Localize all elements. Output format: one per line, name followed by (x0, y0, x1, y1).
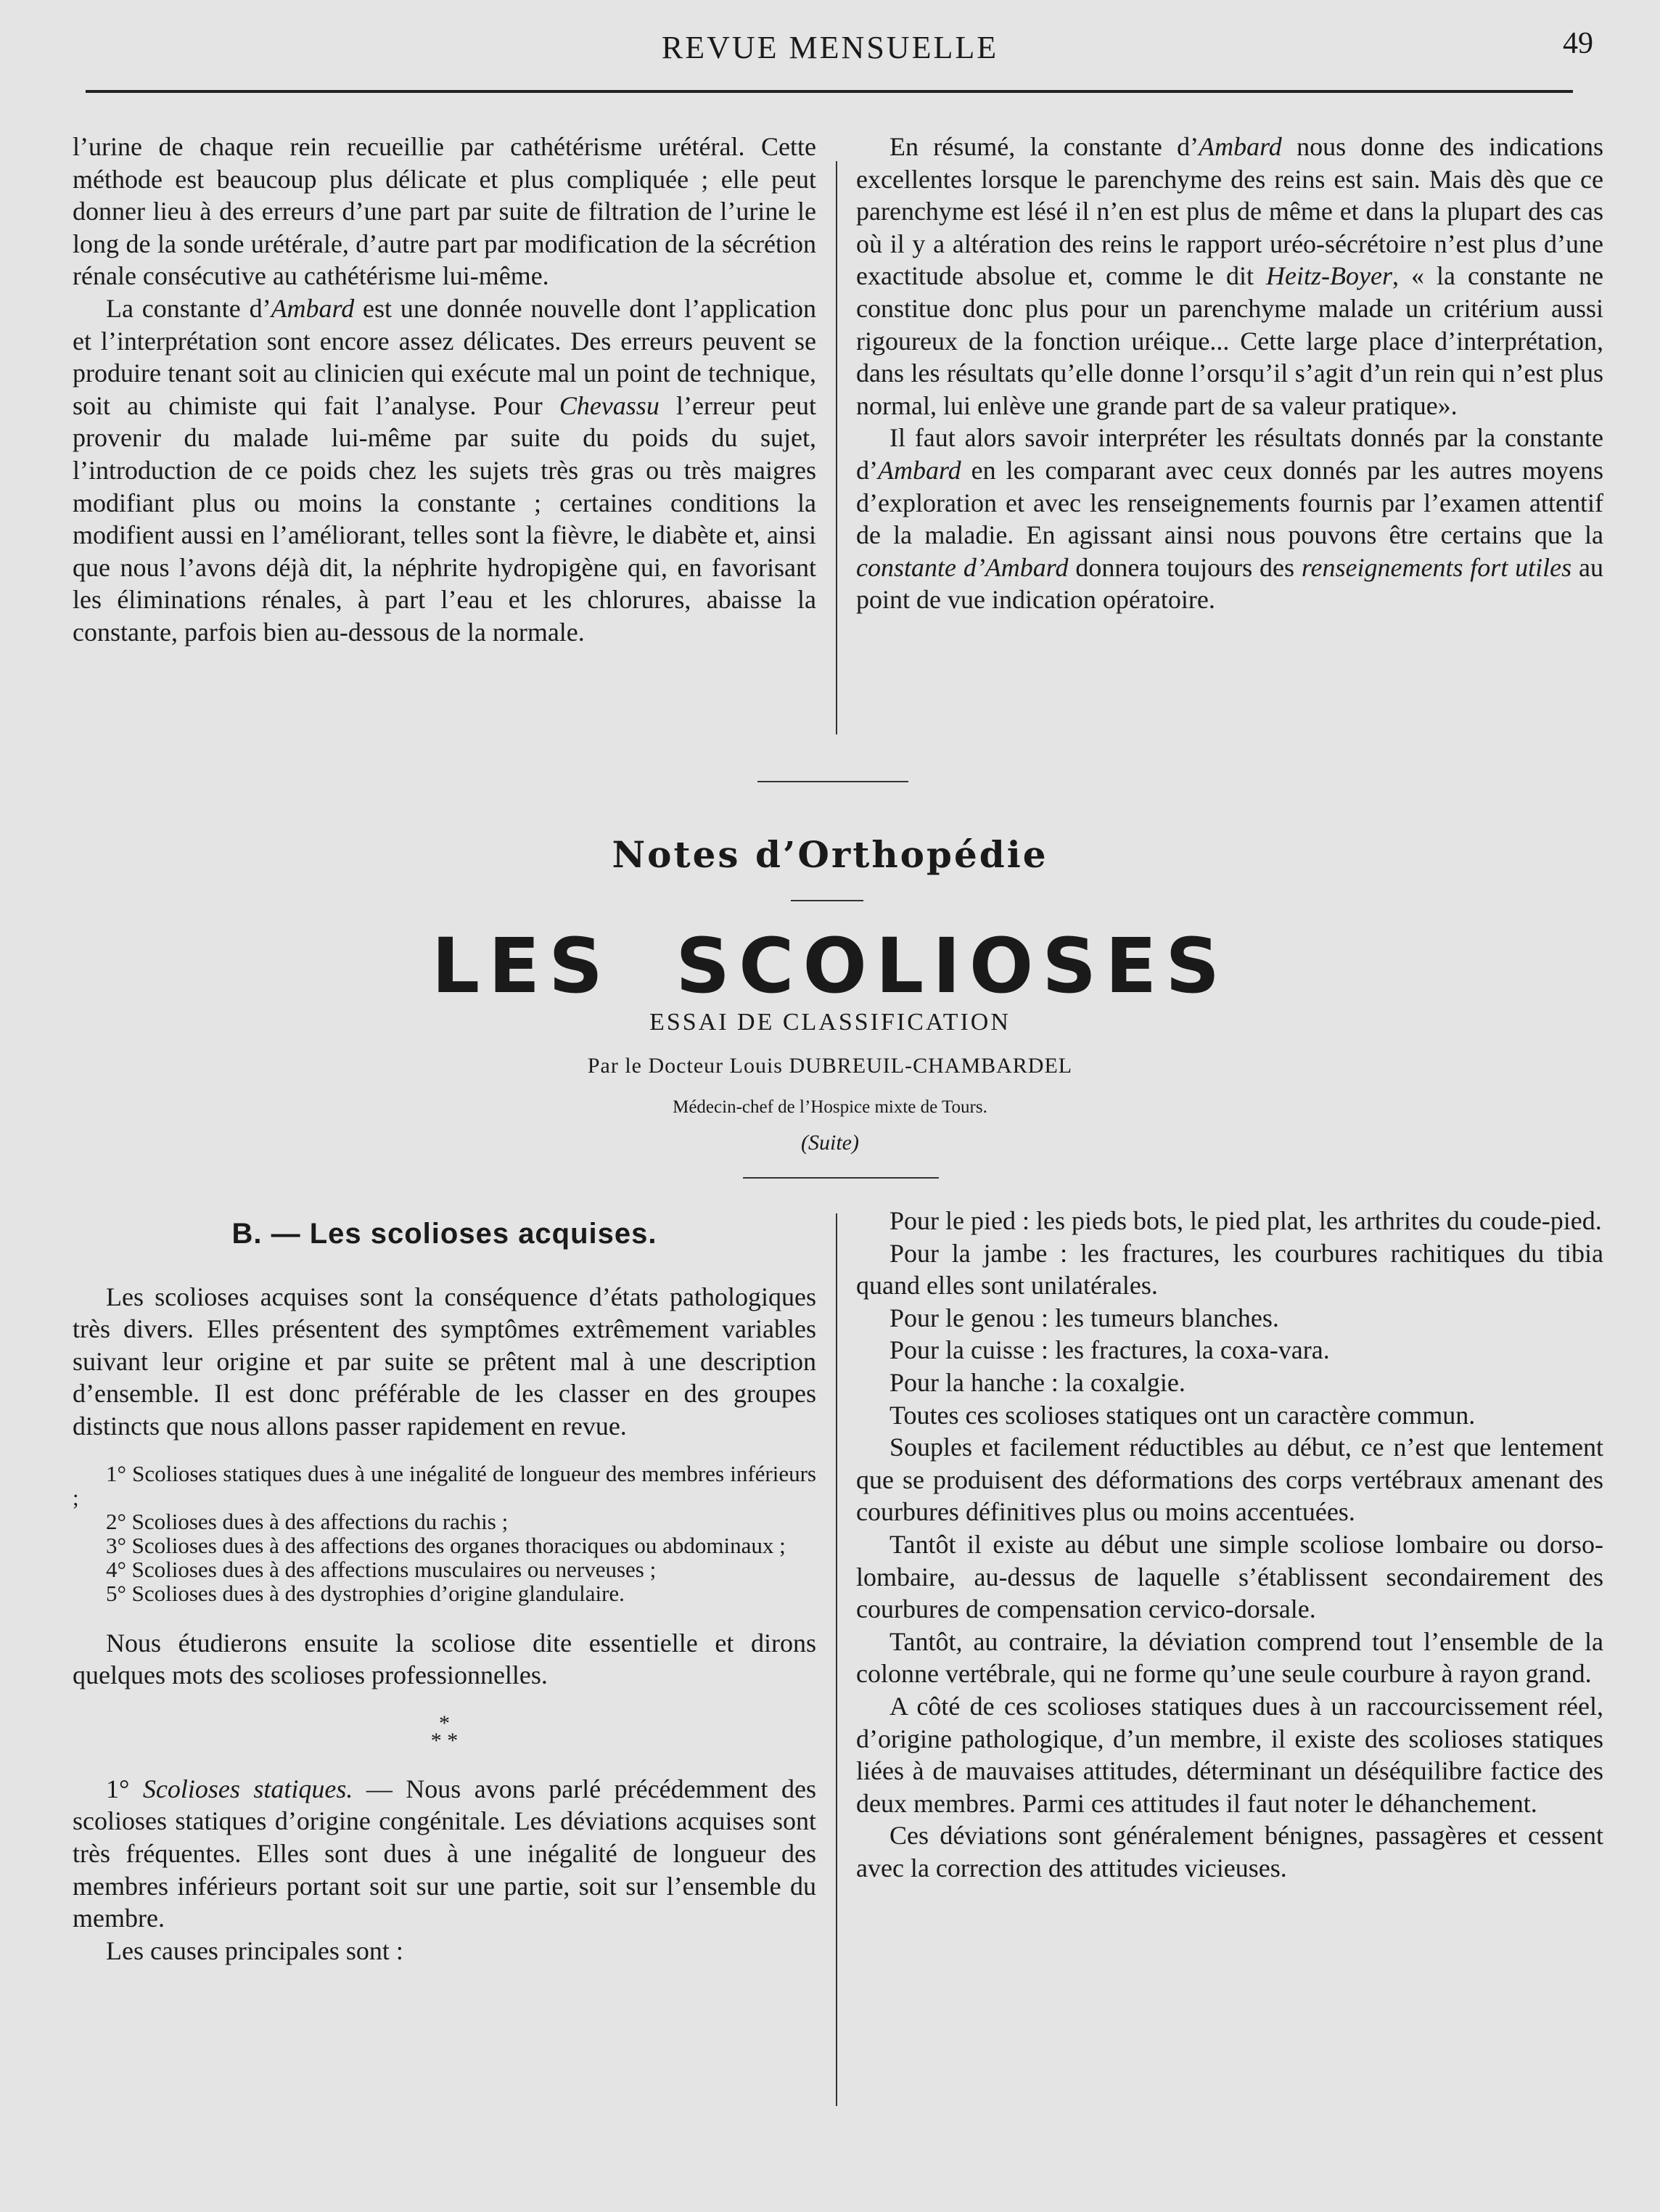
separator-rule (791, 900, 863, 901)
top-right-column (856, 131, 1603, 616)
paragraph: Souples et facilement réductibles au début, ce n’est que lentement que se produisent des déformations des corps vertébraux amenant des courbures définitives plus ou moins accentuées. (856, 1433, 1603, 1527)
emphasis: renseignements fort utiles (1301, 552, 1572, 582)
separator-rule (757, 781, 908, 782)
paragraph: Pour le pied : les pieds bots, le pied plat, les arthrites du coude-pied. (889, 1206, 1602, 1235)
list-item: 5° Scolioses dues à des dystrophies d’origine glandulaire. (106, 1580, 625, 1606)
paragraph: Les scolioses acquises sont la conséquence d’états pathologiques très divers. Elles présentent des symptômes extrêmement variables suivant leur origine et par suite se prêtent mal à une description d’ensemble. Il est donc préférable de les classer en des groupes distincts que nous allons passer rapidement en revue. (73, 1282, 816, 1441)
column-divider (836, 161, 837, 734)
list-item: 4° Scolioses dues à des affections musculaires ou nerveuses ; (106, 1556, 657, 1582)
subsection-label: Scolioses statiques. (142, 1774, 353, 1803)
author-affiliation: Médecin-chef de l’Hospice mixte de Tours. (673, 1097, 987, 1117)
paragraph: Tantôt il existe au début une simple scoliose lombaire ou dorso-lombaire, au-dessus de laquelle s’établissent secondairement des courbures de compensation cervico-dorsale. (856, 1529, 1603, 1624)
paragraph: Toutes ces scolioses statiques ont un caractère commun. (889, 1400, 1476, 1430)
top-left-column (73, 131, 816, 649)
paragraph: Pour la hanche : la coxalgie. (889, 1367, 1186, 1397)
author-name: Ambard (878, 455, 961, 485)
bottom-left-column (73, 1205, 816, 1967)
paragraph: 1° Scolioses statiques. — Nous avons parlé précédemment des scolioses statiques d’origine congénitale. Les déviations acquises sont très fréquentes. Elles sont dues à une inégalité de longueur des membres inférieurs portant soit sur une partie, soit sur l’ensemble du membre. (73, 1774, 817, 1933)
paragraph: En résumé, la constante d’Ambard nous donne des indications excellentes lorsque le parenchyme des reins est sain. Mais dès que ce parenchyme est lésé il n’en est plus de même et dans la plupart des cas où il y a altération des reins le rapport uréo-sécrétoire n’est plus d’une exactitude absolue et, comme le dit Heitz-Boyer, « la constante ne constitue donc plus pour un parenchyme malade un critérium aussi rigoureux de la fonction uréique... Cette large place d’interprétation, dans les résultats qu’elle donne l’orsqu’il s’agit d’un rein qui n’est plus normal, lui enlève une grande part de sa valeur pratique». (856, 132, 1603, 420)
paragraph: A côté de ces scolioses statiques dues à un raccourcissement réel, d’origine pathologique, d’un membre, il existe des scolioses statiques liées à de mauvaises attitudes, déterminant un déséquilibre factice des deux membres. Parmi ces attitudes il faut noter le déhanchement. (856, 1691, 1603, 1818)
paragraph: Il faut alors savoir interpréter les résultats donnés par la constante d’Ambard en les comparant avec ceux donnés par les autres moyens d’exploration et avec les renseignements fournis par l’examen attentif de la maladie. En agissant ainsi nous pouvons être certains que la constante d’Ambard donnera toujours des renseignements fort utiles au point de vue indication opératoire. (856, 423, 1604, 615)
column-divider (836, 1213, 837, 2106)
paragraph: l’urine de chaque rein recueillie par cathétérisme urétéral. Cette méthode est beaucoup plus délicate et plus compliquée ; elle peut donner lieu à des erreurs d’une part par suite de filtration de l’urine le long de la sonde urétérale, d’autre part par modification de la sécrétion rénale consécutive au cathétérisme lui-même. (73, 132, 816, 291)
paragraph: Pour le genou : les tumeurs blanches. (889, 1303, 1279, 1332)
paragraph: La constante d’Ambard est une donnée nouvelle dont l’application et l’interprétation sont encore assez délicates. Des erreurs peuvent se produire tenant soit au clinicien qui exécute mal un point de technique, soit au chimiste qui fait l’analyse. Pour Chevassu l’erreur peut provenir du malade lui-même par suite du poids du sujet, l’introduction de ce poids chez les sujets très gras ou très maigres modifiant plus ou moins la constante ; certaines conditions la modifient aussi en l’améliorant, telles sont la fièvre, le diabète et, ainsi que nous l’avons déjà dit, la néphrite hydropigène qui, en favorisant les éliminations rénales, à part l’eau et les chlorures, abaisse la constante, parfois bien au-dessous de la normale. (73, 293, 817, 647)
asterism-top: * (439, 1711, 450, 1735)
bottom-right-column (856, 1205, 1603, 1884)
list-item: 3° Scolioses dues à des affections des organes thoraciques ou abdominaux ; (106, 1532, 786, 1558)
section-heading: B. — Les scolioses acquises. (231, 1218, 657, 1250)
paragraph: Pour la cuisse : les fractures, la coxa-vara. (889, 1335, 1330, 1365)
author-name: Heitz-Boyer (1266, 261, 1392, 291)
asterism-bottom: * * (430, 1728, 459, 1753)
asterism (73, 1711, 816, 1753)
list-item: 1° Scolioses statiques dues à une inégalité de longueur des membres inférieurs ; (73, 1460, 816, 1510)
paragraph: Les causes principales sont : (106, 1936, 403, 1965)
paragraph: Nous étudierons ensuite la scoliose dite essentielle et dirons quelques mots des scolioses professionnelles. (73, 1628, 816, 1690)
author-name: Ambard (271, 293, 355, 323)
list-item: 2° Scolioses dues à des affections du rachis ; (106, 1508, 509, 1534)
running-title: REVUE MENSUELLE (661, 30, 999, 65)
section-kicker: Notes d’Orthopédie (612, 833, 1048, 876)
continued-note: (Suite) (801, 1131, 859, 1155)
paragraph: Tantôt, au contraire, la déviation comprend tout l’ensemble de la colonne vertébrale, qui ne forme qu’une seule courbure à rayon grand. (856, 1626, 1603, 1689)
page-number: 49 (1563, 27, 1593, 60)
article-byline: Par le Docteur Louis DUBREUIL-CHAMBARDEL (587, 1054, 1073, 1078)
paragraph: Ces déviations sont généralement bénignes, passagères et cessent avec la correction des attitudes vicieuses. (856, 1821, 1603, 1883)
article-title: LES SCOLIOSES (431, 922, 1229, 1010)
author-name: Chevassu (559, 390, 660, 420)
classification-list (73, 1462, 816, 1605)
header-rule (86, 90, 1573, 93)
separator-rule (743, 1177, 939, 1179)
paragraph: Pour la jambe : les fractures, les courbures rachitiques du tibia quand elles sont unilatérales. (856, 1238, 1603, 1300)
emphasis: constante d’Ambard (856, 552, 1069, 582)
article-subtitle: ESSAI DE CLASSIFICATION (649, 1009, 1011, 1036)
author-name: Ambard (1199, 132, 1282, 161)
